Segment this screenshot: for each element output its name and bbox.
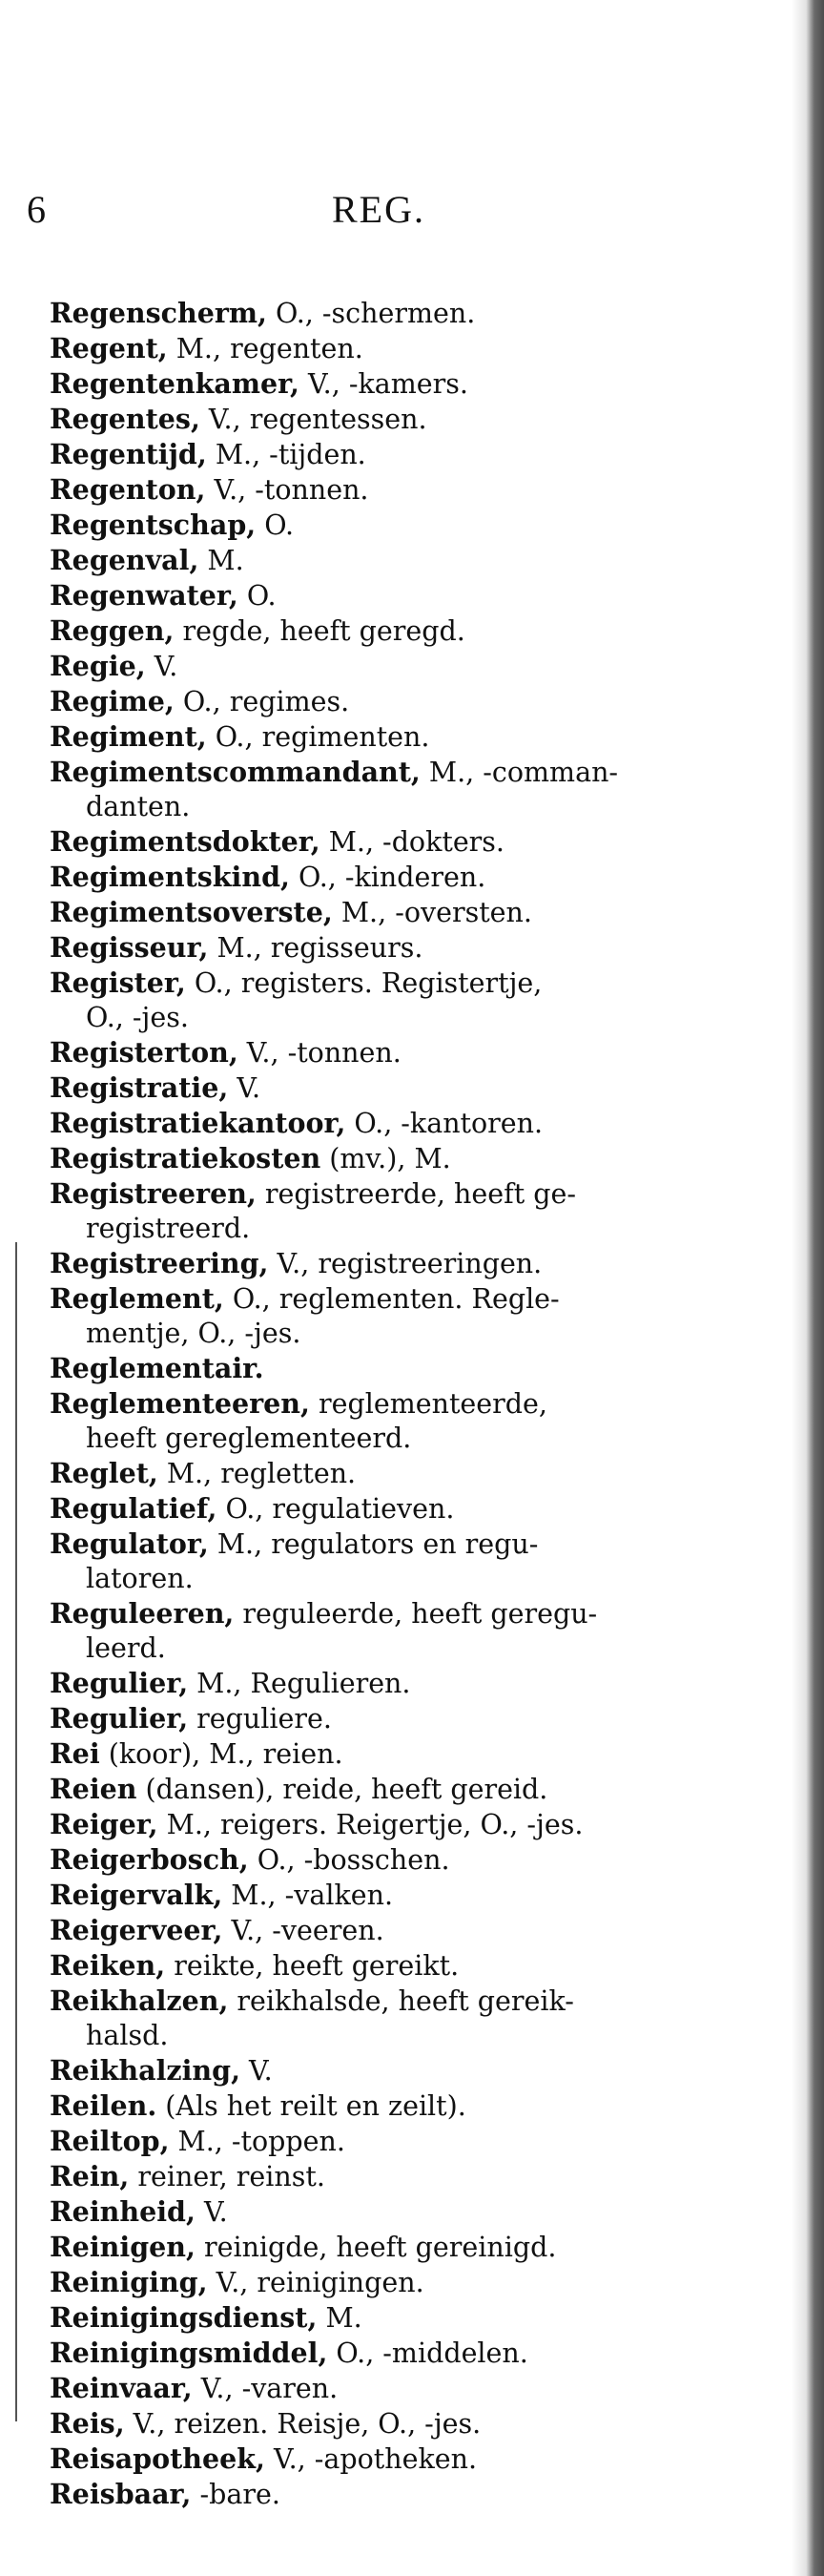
entry-text: V., reizen. Reisje, O., -jes. (124, 2408, 482, 2440)
entry-text: reguleerde, heeft geregu- (234, 1598, 598, 1630)
headword: Reigervalk, (50, 1879, 223, 1911)
entry-text: O., -bosschen. (248, 1844, 450, 1876)
entry-line (50, 578, 731, 613)
dictionary-entries (50, 296, 731, 2512)
entry-text: O., -kinderen. (289, 862, 486, 893)
entry-line (50, 1596, 731, 1631)
entry-text: M. (317, 2302, 362, 2334)
headword: Regentschap, (50, 509, 257, 541)
entry-text: V., -varen. (192, 2373, 339, 2404)
entry-line (50, 1984, 731, 2019)
entry-text: registreerd. (86, 1213, 251, 1244)
headword: Reikhalzing, (50, 2054, 240, 2087)
entry-line (50, 2300, 731, 2336)
headword: Reien (50, 1773, 137, 1805)
entry-text: reguliere. (188, 1703, 332, 1735)
entry-line (50, 649, 731, 684)
entry-text: O., regimes. (174, 686, 350, 717)
headword: Reinigingsdienst, (50, 2301, 318, 2334)
entry-text: M., reigers. Reigertje, O., -jes. (157, 1809, 584, 1840)
entry-text: M., -tijden. (206, 439, 366, 470)
entry-text: V. (195, 2196, 228, 2228)
entry-text: V. (240, 2055, 273, 2087)
headword: Regimentsoverste, (50, 896, 333, 928)
binding-edge (792, 0, 824, 2576)
entry-text: leerd. (86, 1632, 166, 1664)
headword: Reinvaar, (50, 2372, 193, 2404)
entry-line (50, 1913, 731, 1948)
entry-continuation-line (50, 1562, 731, 1596)
entry-line (50, 1701, 731, 1736)
entry-text: V. (145, 651, 178, 682)
entry-line (50, 1141, 731, 1176)
headword: Registratiekosten (50, 1142, 321, 1174)
entry-text: heeft gereglementeerd. (86, 1423, 412, 1454)
headword: Rein, (50, 2160, 130, 2192)
entry-continuation-line (50, 1631, 731, 1666)
entry-text: reikhalsde, heeft gereik- (228, 1985, 574, 2017)
entry-continuation-line (50, 1317, 731, 1351)
entry-line (50, 331, 731, 366)
entry-line (50, 296, 731, 331)
headword: Reilen. (50, 2089, 157, 2122)
headword: Reinigen, (50, 2231, 196, 2263)
headword: Reisapotheek, (50, 2442, 265, 2475)
entry-line (50, 2194, 731, 2230)
entry-text: mentje, O., -jes. (86, 1318, 301, 1349)
headword: Reiken, (50, 1949, 166, 1982)
entry-text: (mv.), M. (320, 1143, 451, 1174)
entry-continuation-line (50, 790, 731, 824)
headword: Reinheid, (50, 2195, 196, 2228)
headword: Reglementeeren, (50, 1387, 310, 1420)
entry-line (50, 1176, 731, 1212)
entry-line (50, 719, 731, 755)
entry-line (50, 895, 731, 930)
entry-text: latoren. (86, 1563, 194, 1594)
entry-line (50, 543, 731, 578)
entry-text: V., reinigingen. (207, 2267, 424, 2298)
entry-text: (Als het reilt en zeilt). (156, 2090, 466, 2122)
entry-text: reikte, heeft gereikt. (165, 1950, 460, 1982)
headword: Regenscherm, (50, 297, 267, 329)
entry-text: O., -middelen. (327, 2337, 528, 2369)
margin-bar (15, 1242, 17, 2421)
headword: Reiniging, (50, 2266, 208, 2298)
entry-text: reinigde, heeft gereinigd. (195, 2232, 557, 2263)
headword: Reiger, (50, 1808, 158, 1840)
headword: Regulatief, (50, 1492, 217, 1525)
headword: Regie, (50, 650, 146, 682)
entry-line (50, 2371, 731, 2406)
entry-line (50, 1736, 731, 1772)
entry-text: (dansen), reide, heeft gereid. (136, 1774, 548, 1805)
headword: Reinigingsmiddel, (50, 2337, 328, 2369)
headword: Registreering, (50, 1247, 269, 1279)
headword: Regiment, (50, 720, 207, 753)
entry-line (50, 1386, 731, 1422)
entry-line (50, 1807, 731, 1842)
entry-text: V., -tonnen. (205, 474, 369, 506)
page-number: 6 (27, 188, 46, 231)
entry-text: M., -toppen. (169, 2126, 345, 2157)
entry-text: O. (256, 509, 295, 541)
headword: Reigerbosch, (50, 1843, 249, 1876)
entry-line (50, 2230, 731, 2265)
entry-text: halsd. (86, 2020, 169, 2051)
entry-line (50, 2053, 731, 2088)
entry-line (50, 1106, 731, 1141)
entry-line (50, 2265, 731, 2300)
entry-line (50, 1527, 731, 1562)
entry-text: reiner, reinst. (129, 2161, 325, 2192)
entry-line (50, 508, 731, 543)
entry-text: reglementeerde, (309, 1388, 547, 1420)
entry-continuation-line (50, 1212, 731, 1246)
headword: Reguleeren, (50, 1597, 235, 1630)
headword: Regentes, (50, 403, 200, 435)
entry-text: V., -kamers. (299, 368, 468, 400)
entry-line (50, 1491, 731, 1527)
headword: Registerton, (50, 1036, 238, 1069)
entry-text: O., registers. Registertje, (185, 967, 543, 999)
entry-text: O. (237, 580, 277, 612)
headword: Regulator, (50, 1527, 209, 1560)
entry-text: regde, heeft geregd. (174, 615, 465, 647)
entry-line (50, 1281, 731, 1317)
headword: Regent, (50, 332, 168, 364)
entry-line (50, 2336, 731, 2371)
headword: Regimentsdokter, (50, 825, 320, 858)
entry-text: M., Regulieren. (188, 1668, 411, 1699)
entry-line (50, 755, 731, 790)
headword: Reisbaar, (50, 2478, 192, 2510)
entry-text: M., -comman- (420, 757, 619, 788)
entry-line (50, 2159, 731, 2194)
headword: Regentijd, (50, 438, 207, 470)
entry-line (50, 860, 731, 895)
headword: Regime, (50, 685, 175, 717)
entry-text: -bare. (191, 2479, 280, 2510)
headword: Reigerveer, (50, 1914, 223, 1946)
entry-text: M., regulators en regu- (208, 1528, 539, 1560)
entry-continuation-line (50, 1422, 731, 1456)
headword: Reiltop, (50, 2125, 170, 2157)
entry-line (50, 824, 731, 860)
headword: Register, (50, 966, 186, 999)
headword: Reglement, (50, 1282, 224, 1315)
headword: Regisseur, (50, 931, 209, 964)
entry-line (50, 1246, 731, 1281)
entry-line (50, 966, 731, 1001)
entry-text: (koor), M., reien. (99, 1738, 343, 1770)
entry-text: V. (228, 1072, 261, 1104)
headword: Regulier, (50, 1667, 189, 1699)
headword: Regenwater, (50, 579, 238, 612)
headword: Registratiekantoor, (50, 1107, 346, 1139)
entry-line (50, 2441, 731, 2477)
headword: Reglementair. (50, 1352, 264, 1384)
entry-line (50, 613, 731, 649)
entry-line (50, 1878, 731, 1913)
entry-text: O., regulatieven. (216, 1493, 455, 1525)
headword: Registreeren, (50, 1177, 257, 1210)
entry-line (50, 1456, 731, 1491)
entry-text: O., -jes. (86, 1002, 189, 1033)
entry-line (50, 1351, 731, 1386)
entry-continuation-line (50, 1001, 731, 1035)
entry-text: V., -tonnen. (237, 1037, 402, 1069)
headword: Reis, (50, 2407, 125, 2440)
entry-line (50, 930, 731, 966)
headword: Registratie, (50, 1071, 229, 1104)
headword: Regimentskind, (50, 861, 290, 893)
entry-text: O., -schermen. (266, 298, 476, 329)
headword: Regulier, (50, 1702, 189, 1735)
entry-text: O., reglementen. Regle- (223, 1283, 560, 1315)
entry-line (50, 2088, 731, 2124)
entry-line (50, 366, 731, 402)
entry-text: M., -valken. (222, 1880, 394, 1911)
entry-line (50, 402, 731, 437)
entry-text: O., regimenten. (206, 721, 430, 753)
entry-text: O., -kantoren. (345, 1108, 544, 1139)
entry-text: danten. (86, 791, 191, 822)
entry-continuation-line (50, 2019, 731, 2053)
entry-line (50, 1035, 731, 1070)
entry-line (50, 1666, 731, 1701)
headword: Reggen, (50, 614, 175, 647)
entry-line (50, 684, 731, 719)
entry-text: M., regletten. (157, 1458, 357, 1489)
entry-text: V., regentessen. (199, 404, 427, 435)
headword: Reglet, (50, 1457, 158, 1489)
entry-line (50, 1070, 731, 1106)
entry-line (50, 437, 731, 472)
headword: Rei (50, 1737, 100, 1770)
entry-line (50, 1842, 731, 1878)
entry-line (50, 2124, 731, 2159)
entry-text: M. (198, 545, 244, 576)
entry-line (50, 2477, 731, 2512)
entry-text: V., registreeringen. (268, 1248, 543, 1279)
entry-line (50, 1948, 731, 1984)
headword: Regenton, (50, 473, 206, 506)
headword: Regimentscommandant, (50, 756, 421, 788)
entry-line (50, 472, 731, 508)
entry-text: V., -apotheken. (264, 2443, 478, 2475)
running-head: REG. (332, 188, 425, 231)
entry-text: M., regisseurs. (208, 932, 423, 964)
entry-text: registreerde, heeft ge- (256, 1178, 576, 1210)
entry-text: M., -oversten. (332, 897, 532, 928)
headword: Reikhalzen, (50, 1984, 229, 2017)
entry-text: V., -veeren. (222, 1915, 384, 1946)
entry-line (50, 2406, 731, 2441)
headword: Regenval, (50, 544, 199, 576)
entry-text: M., regenten. (167, 333, 363, 364)
entry-text: M., -dokters. (319, 826, 505, 858)
entry-line (50, 1772, 731, 1807)
headword: Regentenkamer, (50, 367, 299, 400)
